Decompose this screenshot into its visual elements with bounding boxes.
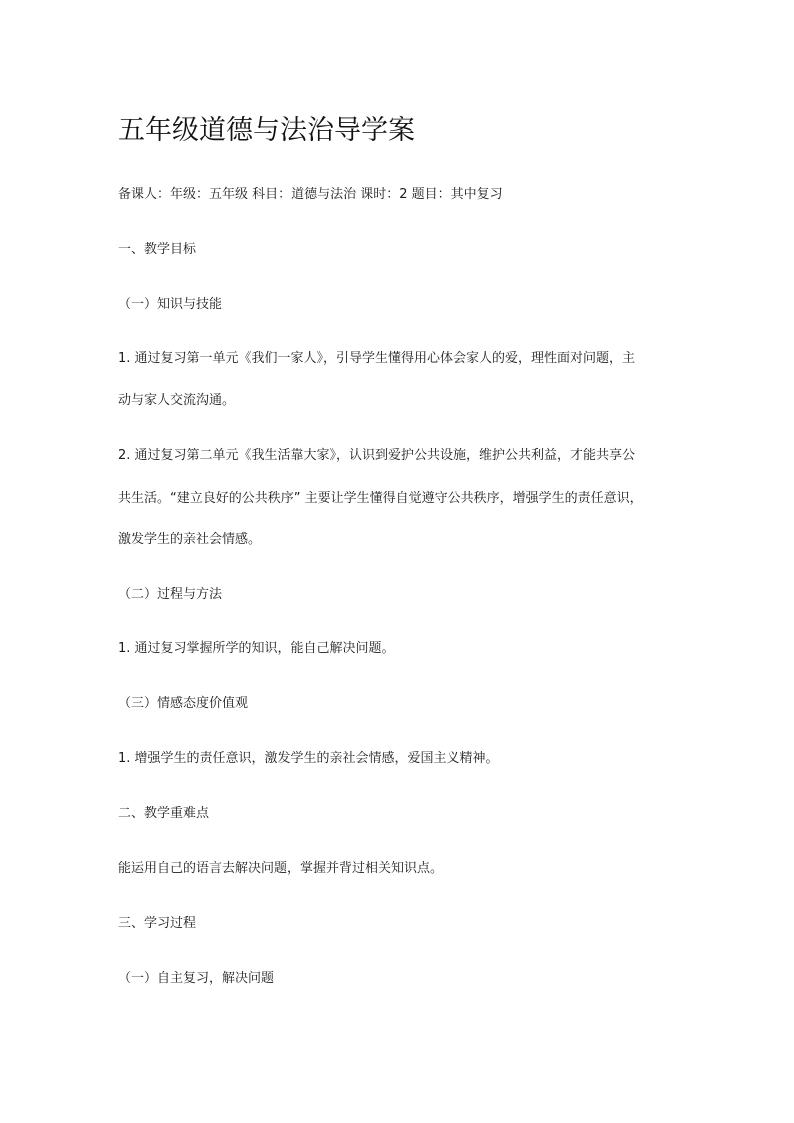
paragraph-line: 1. 增强学生的责任意识，激发学生的亲社会情感，爱国主义精神。 (118, 751, 499, 766)
paragraph-line: 动与家人交流沟通。 (118, 393, 236, 408)
paragraph-line: 1. 通过复习第一单元《我们一家人》，引导学生懂得用心体会家人的爱，理性面对问题，主 (118, 351, 636, 366)
meta-line: 备课人：年级：五年级 科目：道德与法治 课时：2 题目：其中复习 (118, 187, 503, 202)
paragraph-line: 2. 通过复习第二单元《我生活靠大家》，认识到爱护公共设施，维护公共利益，才能共享公 (118, 448, 636, 463)
subheading-self-review: （一）自主复习，解决问题 (118, 971, 275, 986)
section-heading-objectives: 一、教学目标 (118, 242, 197, 257)
paragraph-line: 能运用自己的语言去解决问题，掌握并背过相关知识点。 (118, 861, 444, 876)
subheading-attitudes-values: （三）情感态度价值观 (118, 696, 249, 711)
section-heading-key-points: 二、教学重难点 (118, 806, 210, 821)
document-title: 五年级道德与法治导学案 (118, 115, 415, 146)
paragraph-line: 共生活。“建立良好的公共秩序” 主要让学生懂得自觉遵守公共秩序，增强学生的责任意识， (118, 491, 643, 506)
section-heading-learning-process: 三、学习过程 (118, 916, 197, 931)
subheading-knowledge-skills: （一）知识与技能 (118, 297, 223, 312)
paragraph-line: 激发学生的亲社会情感。 (118, 532, 262, 547)
subheading-process-methods: （二）过程与方法 (118, 587, 223, 602)
paragraph-line: 1. 通过复习掌握所学的知识，能自己解决问题。 (118, 641, 395, 656)
